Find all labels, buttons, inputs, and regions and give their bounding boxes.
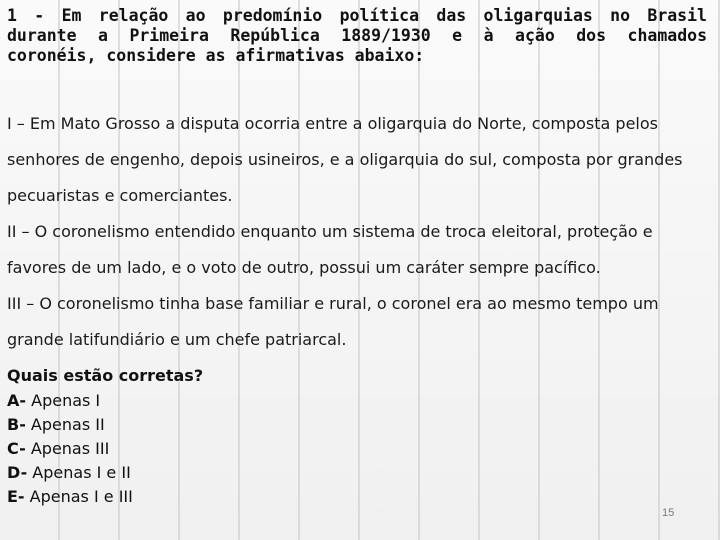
option-c-letter: C- bbox=[7, 439, 26, 458]
option-a-letter: A- bbox=[7, 391, 27, 410]
statement-i bbox=[7, 106, 707, 214]
statement-iii bbox=[7, 286, 707, 358]
option-b-letter: B- bbox=[7, 415, 26, 434]
heading-line-1: 1 - Em relação ao predomínio política das oligarquias no Brasil bbox=[7, 6, 707, 25]
option-c[interactable] bbox=[7, 437, 133, 461]
statement-iii-line-1: III – O coronelismo tinha base familiar e rural, o coronel era ao mesmo tempo um bbox=[7, 294, 659, 313]
question-prompt: Quais estão corretas? bbox=[7, 366, 204, 385]
heading-line-3: coronéis, considere as afirmativas abaixo: bbox=[7, 46, 425, 65]
heading-line-2: durante a Primeira República 1889/1930 e à ação dos chamados bbox=[7, 26, 707, 45]
option-d-text: Apenas I e II bbox=[27, 463, 131, 482]
option-d-letter: D- bbox=[7, 463, 28, 482]
statement-i-line-2: senhores de engenho, depois usineiros, e a oligarquia do sul, composta por grandes bbox=[7, 150, 683, 169]
statement-ii bbox=[7, 214, 707, 286]
option-e-letter: E- bbox=[7, 487, 25, 506]
option-b[interactable] bbox=[7, 413, 133, 437]
option-a[interactable] bbox=[7, 389, 133, 413]
option-d[interactable] bbox=[7, 461, 133, 485]
option-c-text: Apenas III bbox=[25, 439, 110, 458]
statement-i-line-3: pecuaristas e comerciantes. bbox=[7, 186, 233, 205]
option-e-text: Apenas I e III bbox=[24, 487, 133, 506]
statement-ii-line-2: favores de um lado, e o voto de outro, possui um caráter sempre pacífico. bbox=[7, 258, 601, 277]
option-b-text: Apenas II bbox=[25, 415, 105, 434]
option-e[interactable] bbox=[7, 485, 133, 509]
statement-iii-line-2: grande latifundiário e um chefe patriarcal. bbox=[7, 330, 347, 349]
answer-options bbox=[7, 389, 133, 509]
statement-i-line-1: I – Em Mato Grosso a disputa ocorria entre a oligarquia do Norte, composta pelos bbox=[7, 114, 658, 133]
option-a-text: Apenas I bbox=[26, 391, 101, 410]
page-number: 15 bbox=[662, 507, 675, 519]
question-heading bbox=[7, 6, 707, 66]
statement-ii-line-1: II – O coronelismo entendido enquanto um sistema de troca eleitoral, proteção e bbox=[7, 222, 653, 241]
